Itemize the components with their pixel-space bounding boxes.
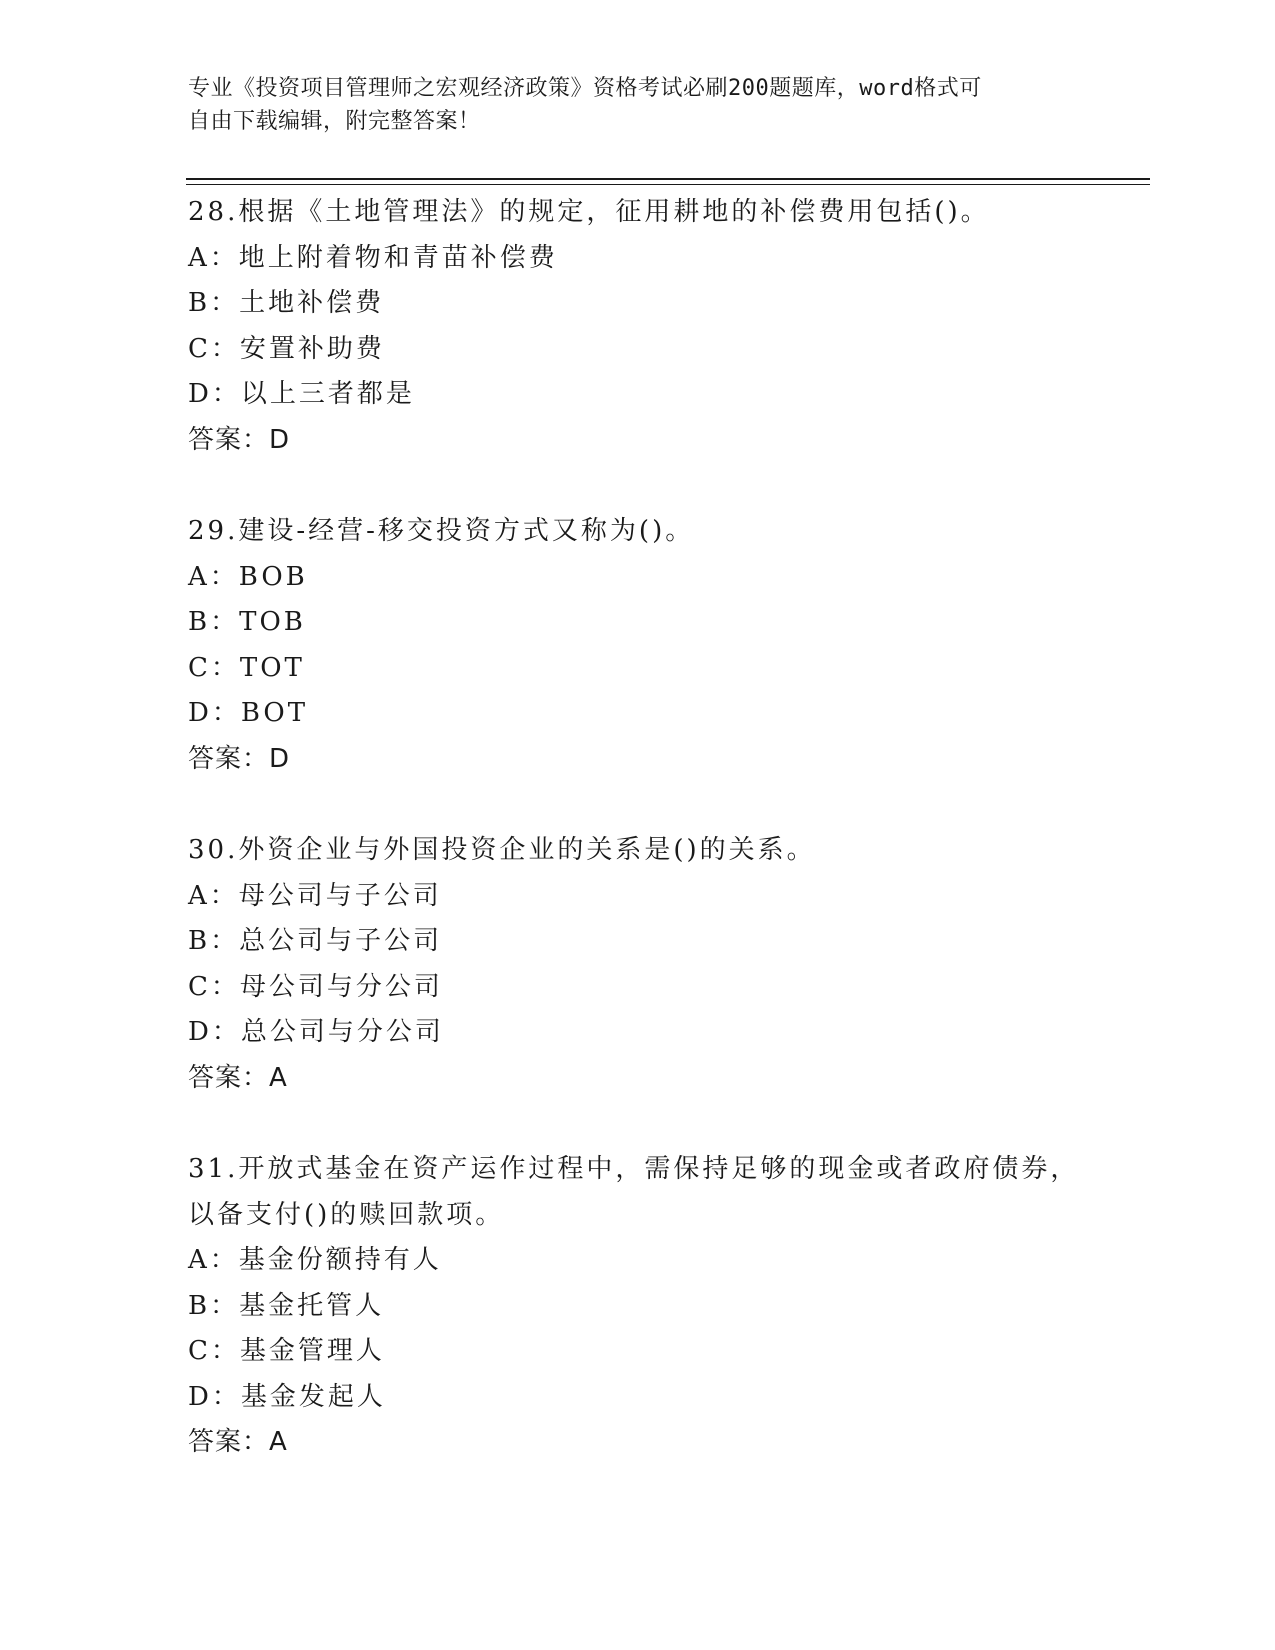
- answer: 答案：D: [188, 743, 291, 774]
- option-d: D：以上三者都是: [188, 379, 415, 409]
- option-b: B：TOB: [188, 607, 306, 637]
- option-b: B：土地补偿费: [188, 288, 385, 318]
- question-spacer: [188, 463, 1088, 509]
- answer: 答案：A: [188, 1427, 288, 1457]
- option-c: C：基金管理人: [188, 1336, 385, 1366]
- question-30: [188, 828, 1088, 1101]
- header-line-1: 专业《投资项目管理师之宏观经济政策》资格考试必刷200题题库，word格式可: [188, 76, 982, 101]
- option-d: D：基金发起人: [188, 1381, 386, 1412]
- header-divider-thin: [186, 184, 1150, 185]
- option-c: C：母公司与分公司: [188, 971, 443, 1002]
- option-c: C：TOT: [188, 652, 305, 683]
- question-stem: 31.开放式基金在资产运作过程中，需保持足够的现金或者政府债券，: [188, 1154, 1080, 1184]
- option-d: D：BOT: [188, 698, 309, 728]
- option-a: A：基金份额持有人: [188, 1245, 442, 1275]
- question-29: [188, 509, 1088, 782]
- question-stem: 29.建设-经营-移交投资方式又称为()。: [188, 516, 695, 546]
- option-b: B：总公司与子公司: [188, 926, 443, 956]
- question-stem: 30.外资企业与外国投资企业的关系是()的关系。: [188, 835, 816, 865]
- option-a: A：地上附着物和青苗补偿费: [188, 242, 558, 273]
- question-list: [188, 190, 1088, 1466]
- question-31: [188, 1147, 1088, 1466]
- question-28: [188, 190, 1088, 463]
- option-b: B：基金托管人: [188, 1290, 385, 1321]
- question-spacer: [188, 782, 1088, 828]
- option-c: C：安置补助费: [188, 333, 385, 364]
- answer: 答案：D: [188, 424, 291, 455]
- question-stem-continued: 以备支付()的赎回款项。: [188, 1199, 505, 1230]
- answer: 答案：A: [188, 1062, 288, 1093]
- document-header: [188, 72, 1068, 138]
- option-a: A：BOB: [188, 561, 308, 592]
- question-spacer: [188, 1101, 1088, 1147]
- header-divider-thick: [186, 178, 1150, 180]
- option-a: A：母公司与子公司: [188, 880, 442, 911]
- question-stem: 28.根据《土地管理法》的规定，征用耕地的补偿费用包括()。: [188, 197, 990, 227]
- option-d: D：总公司与分公司: [188, 1017, 444, 1047]
- header-line-2: 自由下载编辑，附完整答案！: [188, 109, 481, 134]
